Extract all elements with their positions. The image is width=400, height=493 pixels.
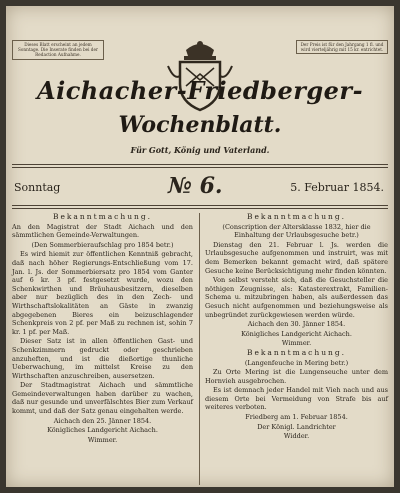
announcement-paragraph: Es ist demnach jeder Handel mit Vieh nach und aus diesem Orte bei Vermeidung von Strafe bis auf weiteres verboten. <box>205 386 388 412</box>
newspaper-page <box>6 6 394 487</box>
announcement-paragraph: Der Stadtmagistrat Aichach und sämmtliche Gemeindeverwaltungen haben darüber zu wachen, daß nur gesunde und unverfälschtes Bier zum Verkauf kommt, und daß der Satz genau eingehalten werde. <box>12 381 193 416</box>
issue-number: № 6. <box>168 173 223 199</box>
issuing-authority: Königliches Landgericht Aichach. <box>47 426 158 435</box>
masthead-motto: Für Gott, König und Vaterland. <box>130 145 270 155</box>
announcement-paragraph: Zu Orte Mering ist die Lungenseuche unter dem Hornvieh ausgebrochen. <box>205 368 388 385</box>
announcement-heading: Bekanntmachung. <box>246 212 347 221</box>
rule-bottom-thin <box>12 208 388 209</box>
rule-bottom <box>12 205 388 206</box>
announcement-address: An den Magistrat der Stadt Aichach und den sämmtlichen Gemeinde-Verwaltungen. <box>12 222 193 240</box>
subscription-note-box: Dieses Blatt erscheint an jedem Sonntage. Die Inserate finden bei der Redaction Aufnahme. <box>12 40 104 60</box>
issue-date: 5. Februar 1854. <box>290 181 384 194</box>
issuing-authority: Der Königl. Landrichter <box>257 422 336 431</box>
announcement-heading: Bekanntmachung. <box>246 347 347 357</box>
signature: Wimmer. <box>281 339 312 348</box>
column-divider <box>199 213 200 485</box>
masthead-title-line1: Aichacher-Friedberger- <box>36 76 364 105</box>
place-date: Friedberg am 1. Februar 1854. <box>245 413 348 422</box>
issuing-authority: Königliches Landgericht Aichach. <box>241 329 352 338</box>
place-date: Aichach den 30. Jänner 1854. <box>247 320 346 329</box>
rule-top-thin <box>12 167 388 168</box>
announcement-heading: Bekanntmachung. <box>52 212 153 221</box>
signature: Widder. <box>283 432 310 441</box>
right-column <box>205 213 388 442</box>
rule-top <box>12 164 388 165</box>
place-date: Aichach den 25. Jänner 1854. <box>53 416 152 425</box>
announcement-subject: (Conscription der Altersklasse 1832, hier die Einhaltung der Urlaubsgesuche betr.) <box>222 222 371 240</box>
announcement-paragraph: Es wird hiemit zur öffentlichen Kenntniß gebracht, daß nach höher Regierungs-Entschließung vom 17. Jan. l. Js. der Sommerbiersatz pro 1854 vom Ganter auf 6 kr. 3 pf. festgesetzt wurde, wozu den Schenkwirthen und Bräuhausbesitzern, dieselben aber nur bezüglich des in den Zech- und Wirthschaftslokalitäten an Gäste in zwanzig abgegebenen Bieres ein beizuschlagender Schenkpreis von 2 pf. per Maß zu rechnen ist, sohin 7 kr. 1 pf. per Maß. <box>12 250 193 336</box>
announcement-paragraph: Von selbst versteht sich, daß die Gesuchsteller die nöthigen Zeugnisse, als: Katasterextrakt, Familien-Schema u. mitzubringen haben, als außerdessen das Gesuch nicht aufgenommen und beziehungsweise als unbegründet zurückgewiesen werden würde. <box>205 276 388 319</box>
announcement-paragraph: Dienstag den 21. Februar l. Js. werden die Urlaubsgesuche aufgenommen und instruirt, was mit dem Bemerken bekannt gemacht wird, daß spätere Gesuche keine Berücksichtigung mehr finden könnten. <box>205 240 388 275</box>
announcement-subject: (Den Sommerbieraufschlag pro 1854 betr.) <box>31 240 174 249</box>
price-note-box: Der Preis ist für den Jahrgang 1 fl. und wird vierteljährig mit 15 kr. entrichtet. <box>296 40 388 54</box>
issue-info-row <box>14 171 386 203</box>
announcement-subject: (Langenfeuche in Mering betr.) <box>244 358 349 367</box>
signature: Wimmer. <box>87 435 118 444</box>
masthead-title-line2: Wochenblatt. <box>118 112 282 138</box>
issue-day: Sonntag <box>14 181 61 194</box>
left-column <box>12 213 193 445</box>
announcement-paragraph: Dieser Satz ist in allen öffentlichen Gast- und Schenkzimmern gedruckt oder geschrieben anzuheften, und ist die dießortige thunliche Ueberwachung, im mittelst Kreise zu den Wirthschaften anzuschreiben, ausersetzen. <box>12 337 193 380</box>
